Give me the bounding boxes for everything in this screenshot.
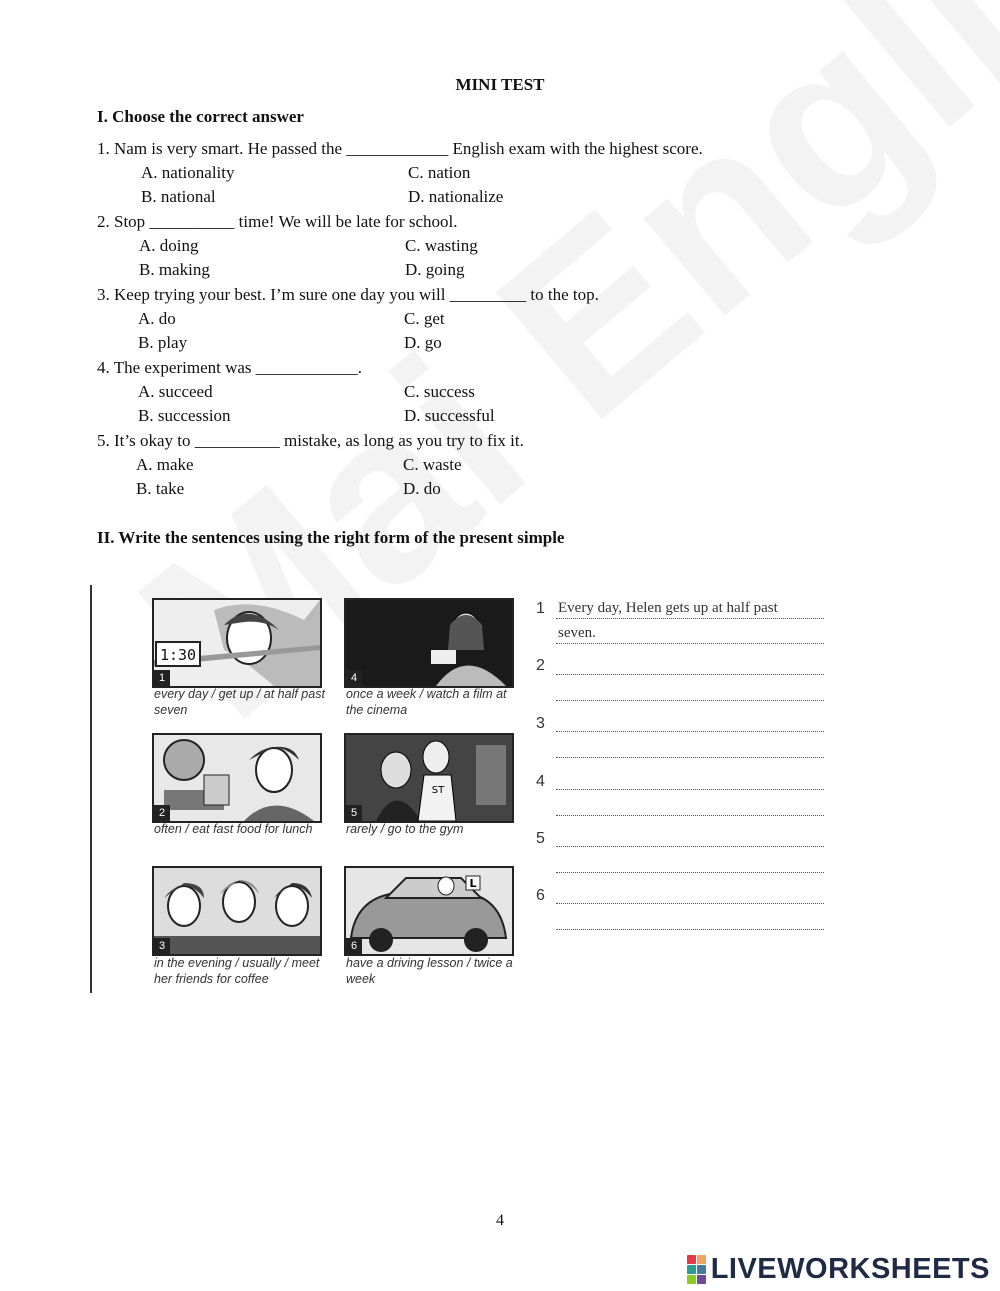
answer-number: 5 bbox=[536, 830, 545, 847]
picture-number: 3 bbox=[154, 938, 170, 954]
answer-dotted-line[interactable] bbox=[556, 699, 824, 701]
picture-4 bbox=[344, 598, 514, 688]
picture-number: 4 bbox=[346, 670, 362, 686]
brand-name: LIVEWORKSHEETS bbox=[710, 1253, 990, 1285]
answer-dotted-line bbox=[556, 617, 824, 619]
picture-caption: once a week / watch a film at the cinema bbox=[346, 687, 507, 717]
answer-number: 4 bbox=[536, 773, 545, 790]
section-2-heading: II. Write the sentences using the right form of the present simple bbox=[97, 528, 565, 547]
answer-number: 2 bbox=[536, 657, 545, 674]
question-text: 2. Stop __________ time! We will be late for school. bbox=[97, 212, 458, 231]
page-title: MINI TEST bbox=[455, 75, 545, 94]
picture-caption: have a driving lesson / twice a week bbox=[346, 956, 513, 986]
picture-2 bbox=[152, 733, 322, 823]
logo-blocks-icon bbox=[687, 1255, 706, 1284]
option-a: A. make bbox=[136, 455, 194, 474]
question-text: 3. Keep trying your best. I’m sure one day you will _________ to the top. bbox=[97, 285, 599, 304]
picture-caption: in the evening / usually / meet her friends for coffee bbox=[154, 956, 320, 986]
picture-1 bbox=[152, 598, 322, 688]
answer-number: 1 bbox=[536, 600, 545, 617]
picture-number: 6 bbox=[346, 938, 362, 954]
picture-3 bbox=[152, 866, 322, 956]
section-1-heading: I. Choose the correct answer bbox=[97, 107, 304, 126]
answer-dotted-line[interactable] bbox=[556, 814, 824, 816]
option-a: A. succeed bbox=[138, 382, 213, 401]
liveworksheets-logo[interactable] bbox=[687, 1253, 990, 1286]
svg-text:L: L bbox=[469, 877, 477, 890]
margin-bar bbox=[90, 585, 92, 993]
option-d: D. do bbox=[403, 479, 441, 498]
answer-line-2: seven. bbox=[558, 625, 596, 641]
question-text: 5. It’s okay to __________ mistake, as long as you try to fix it. bbox=[97, 431, 524, 450]
option-d: D. going bbox=[405, 260, 465, 279]
option-d: D. go bbox=[404, 333, 442, 352]
option-c: C. waste bbox=[403, 455, 462, 474]
picture-number: 5 bbox=[346, 805, 362, 821]
option-b: B. play bbox=[138, 333, 188, 352]
picture-6 bbox=[344, 866, 514, 956]
page-number: 4 bbox=[496, 1212, 504, 1229]
option-a: A. doing bbox=[139, 236, 199, 255]
option-b: B. making bbox=[139, 260, 210, 279]
picture-caption: rarely / go to the gym bbox=[346, 822, 464, 836]
option-a: A. do bbox=[138, 309, 176, 328]
option-a: A. nationality bbox=[141, 163, 235, 182]
answer-line-1: Every day, Helen gets up at half past bbox=[558, 600, 778, 616]
option-c: C. get bbox=[404, 309, 445, 328]
option-c: C. nation bbox=[408, 163, 471, 182]
answer-dotted-line[interactable] bbox=[556, 730, 824, 732]
answer-dotted-line[interactable] bbox=[556, 871, 824, 873]
picture-5 bbox=[344, 733, 514, 823]
answer-dotted-line[interactable] bbox=[556, 788, 824, 790]
option-c: C. wasting bbox=[405, 236, 478, 255]
picture-number: 1 bbox=[154, 670, 170, 686]
answer-dotted-line bbox=[556, 642, 824, 644]
answer-dotted-line[interactable] bbox=[556, 902, 824, 904]
answer-dotted-line[interactable] bbox=[556, 928, 824, 930]
option-b: B. succession bbox=[138, 406, 231, 425]
picture-number: 2 bbox=[154, 805, 170, 821]
answer-dotted-line[interactable] bbox=[556, 673, 824, 675]
option-b: B. national bbox=[141, 187, 216, 206]
picture-caption: every day / get up / at half past seven bbox=[154, 687, 325, 717]
svg-text:ST: ST bbox=[431, 785, 445, 796]
picture-caption: often / eat fast food for lunch bbox=[154, 822, 313, 836]
question-text: 4. The experiment was ____________. bbox=[97, 358, 363, 377]
answer-dotted-line[interactable] bbox=[556, 756, 824, 758]
option-d: D. successful bbox=[404, 406, 495, 425]
option-c: C. success bbox=[404, 382, 475, 401]
option-d: D. nationalize bbox=[408, 187, 504, 206]
option-b: B. take bbox=[136, 479, 185, 498]
answer-number: 6 bbox=[536, 887, 545, 904]
answer-dotted-line[interactable] bbox=[556, 845, 824, 847]
clock-display: 1:30 bbox=[159, 646, 197, 664]
question-text: 1. Nam is very smart. He passed the ____________ English exam with the highest score. bbox=[97, 139, 703, 158]
answer-number: 3 bbox=[536, 715, 545, 732]
